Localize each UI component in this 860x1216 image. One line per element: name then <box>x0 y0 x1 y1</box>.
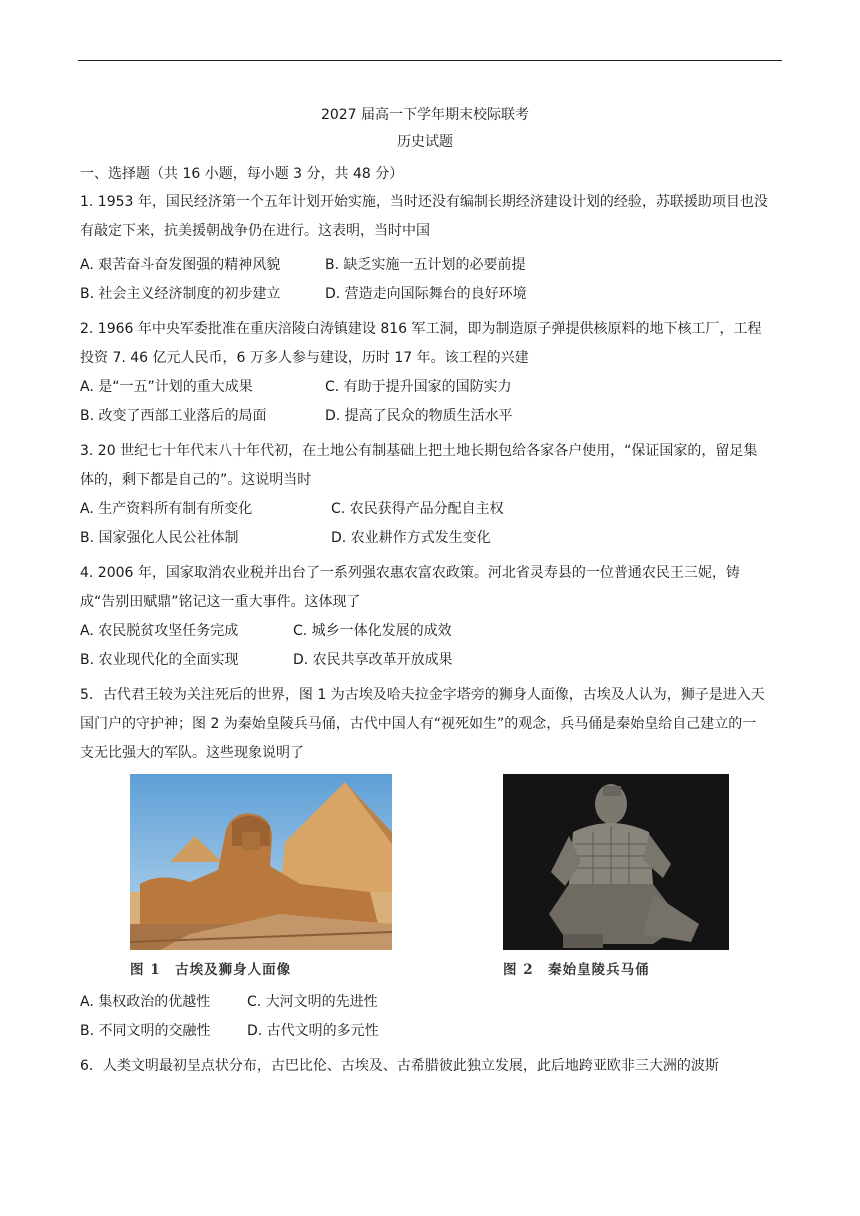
option-c: C. 农民获得产品分配自主权 <box>331 501 504 517</box>
option-c: C. 城乡一体化发展的成效 <box>293 623 452 639</box>
option-d: D. 提高了民众的物质生活水平 <box>325 408 513 424</box>
option-d: D. 营造走向国际舞台的良好环境 <box>325 286 527 302</box>
option-d: D. 农业耕作方式发生变化 <box>331 530 491 546</box>
question-5-options-row-2 <box>80 1017 770 1046</box>
question-5-figures <box>80 774 770 986</box>
question-2-options-row-2 <box>80 402 770 431</box>
exam-title: 2027 届高一下学年期末校际联考 <box>320 107 530 123</box>
option-c: C. 有助于提升国家的国防实力 <box>325 379 512 395</box>
exam-page <box>80 100 770 1081</box>
option-a: A. 生产资料所有制有所变化 <box>80 501 253 517</box>
exam-subtitle: 历史试题 <box>397 134 453 150</box>
question-6-stem: 6．人类文明最初呈点状分布，古巴比伦、古埃及、古希腊彼此独立发展，此后地跨亚欧非三大洲的波斯 <box>80 1058 719 1074</box>
option-b: B. 国家强化人民公社体制 <box>80 530 239 546</box>
header-rule <box>78 60 782 61</box>
option-d: D. 农民共享改革开放成果 <box>293 652 453 668</box>
option-a: A. 农民脱贫攻坚任务完成 <box>80 623 239 639</box>
figure-1-caption: 图 1 古埃及狮身人面像 <box>130 962 292 978</box>
figure-2 <box>503 774 729 978</box>
question-1-stem: 1. 1953 年，国民经济第一个五年计划开始实施，当时还没有编制长期经济建设计划的经验，苏联援助项目也没有敲定下来，抗美援朝战争仍在进行。这表明，当时中国 <box>80 194 768 239</box>
question-4-options-row-2 <box>80 646 770 675</box>
option-a: A. 是“一五”计划的重大成果 <box>80 379 253 395</box>
figure-2-caption: 图 2 秦始皇陵兵马俑 <box>503 962 650 978</box>
question-4-options-row-1 <box>80 617 770 646</box>
question-5-stem: 5．古代君王较为关注死后的世界，图 1 为古埃及哈夫拉金字塔旁的狮身人面像，古埃及人认为，狮子是进入天国门户的守护神；图 2 为秦始皇陵兵马俑，古代中国人有“视死如生”的观念，兵马俑是秦始皇给自己建立的一支无比强大的军队。这些现象说明了 <box>80 687 765 761</box>
question-2-stem: 2. 1966 年中央军委批准在重庆涪陵白涛镇建设 816 军工洞，即为制造原子弹提供核原料的地下核工厂，工程投资 7. 46 亿元人民币，6 万多人参与建设，历时 17 年。该工程的兴建 <box>80 321 762 366</box>
question-1-options-row-2 <box>80 280 770 309</box>
option-b: B. 不同文明的交融性 <box>80 1023 211 1039</box>
question-1-options-row-1 <box>80 251 770 280</box>
option-b: B. 缺乏实施一五计划的必要前提 <box>325 257 526 273</box>
option-c: C. 大河文明的先进性 <box>247 994 378 1010</box>
question-2-options-row-1 <box>80 373 770 402</box>
option-a: A. 艰苦奋斗奋发图强的精神风貌 <box>80 257 281 273</box>
terracotta-warrior-photo <box>503 774 729 954</box>
figure-1 <box>130 774 392 978</box>
option-c: B. 社会主义经济制度的初步建立 <box>80 286 281 302</box>
question-3-stem: 3. 20 世纪七十年代末八十年代初，在土地公有制基础上把土地长期包给各家各户使用，“保证国家的，留足集体的，剩下都是自己的”。这说明当时 <box>80 443 758 488</box>
option-d: D. 古代文明的多元性 <box>247 1023 379 1039</box>
option-b: B. 改变了西部工业落后的局面 <box>80 408 267 424</box>
question-3-options-row-2 <box>80 524 770 553</box>
sphinx-pyramid-photo <box>130 774 392 954</box>
option-b: B. 农业现代化的全面实现 <box>80 652 239 668</box>
question-4-stem: 4. 2006 年，国家取消农业税并出台了一系列强农惠农富农政策。河北省灵寿县的一位普通农民王三妮，铸成“告别田赋鼎”铭记这一重大事件。这体现了 <box>80 565 740 610</box>
section-heading: 一、选择题（共 16 小题，每小题 3 分，共 48 分） <box>80 166 404 182</box>
option-a: A. 集权政治的优越性 <box>80 994 211 1010</box>
question-3-options-row-1 <box>80 495 770 524</box>
question-5-options-row-1 <box>80 988 770 1017</box>
